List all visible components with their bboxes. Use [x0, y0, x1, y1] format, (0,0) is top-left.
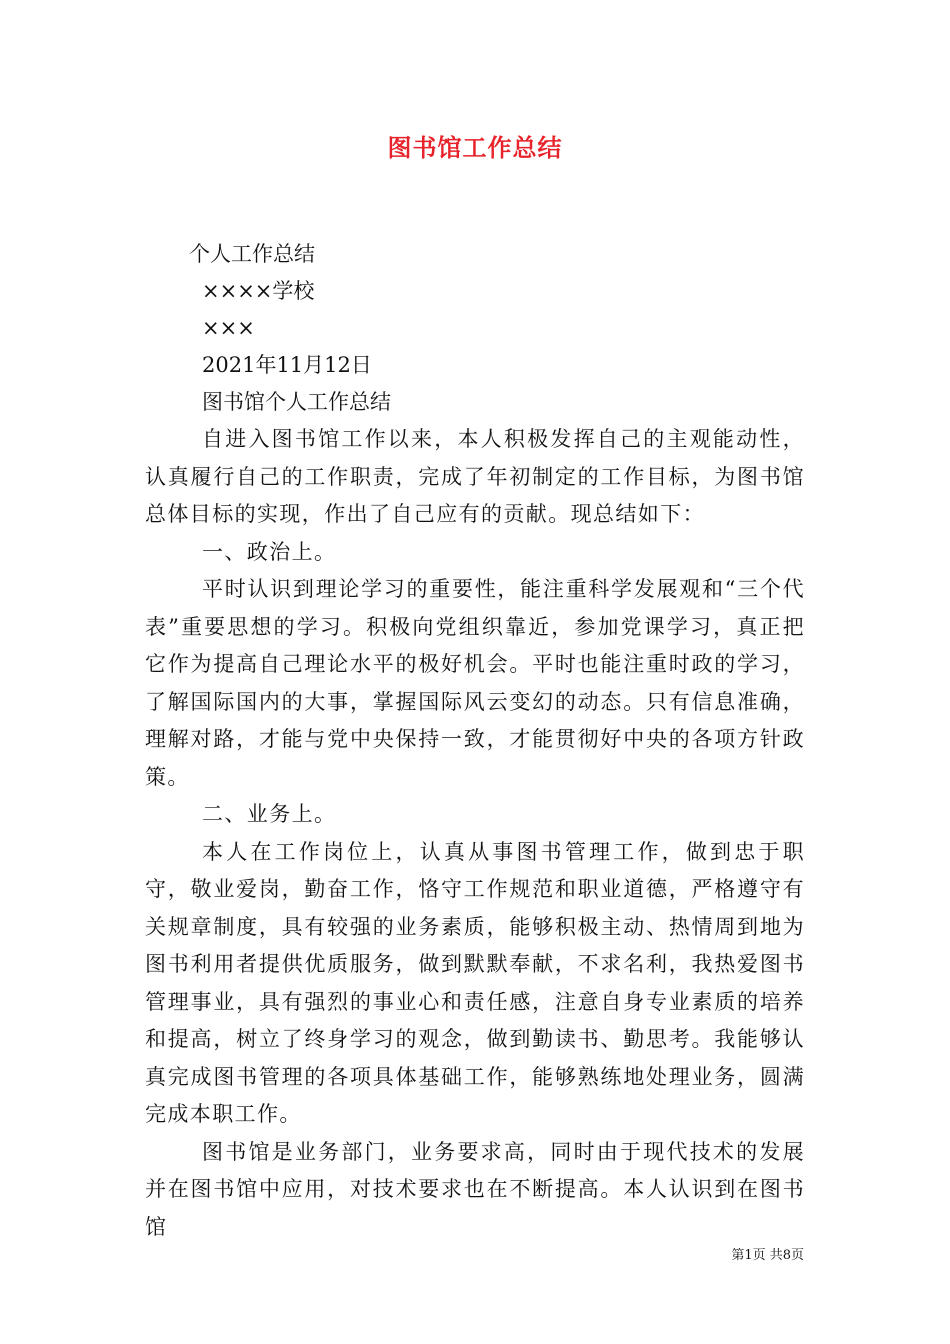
page-number-footer: 第1页 共8页 [731, 1248, 804, 1263]
header-line-summary-type: 个人工作总结 [189, 242, 315, 266]
header-line-author: ××× [202, 316, 255, 340]
section-heading-business: 二、业务上。 [202, 802, 337, 826]
section-heading-politics: 一、政治上。 [202, 539, 337, 564]
document-body [145, 236, 805, 1246]
paragraph-business: 本人在工作岗位上，认真从事图书管理工作，做到忠于职守，敬业爱岗，勤奋工作，恪守工作规范和职业道德，严格遵守有关规章制度，具有较强的业务素质，能够积极主动、热情周到地为图书利用者提供优质服务，做到默默奉献，不求名利，我热爱图书管理事业，具有强烈的事业心和责任感，注意自身专业素质的培养和提高，树立了终身学习的观念，做到勤读书、勤思考。我能够认真完成图书管理的各项具体基础工作，能够熟练地处理业务，圆满完成本职工作。 [145, 839, 805, 1126]
document-title: 图书馆工作总结 [387, 133, 563, 162]
header-line-date: 2021年11月12日 [202, 353, 372, 377]
paragraph-technology: 图书馆是业务部门，业务要求高，同时由于现代技术的发展并在图书馆中应用，对技术要求也在不断提高。本人认识到在图书馆 [145, 1139, 805, 1239]
header-line-subtitle: 图书馆个人工作总结 [202, 390, 391, 414]
paragraph-intro: 自进入图书馆工作以来，本人积极发挥自己的主观能动性，认真履行自己的工作职责，完成了年初制定的工作目标，为图书馆总体目标的实现，作出了自己应有的贡献。现总结如下： [145, 427, 805, 526]
header-line-school: ××××学校 [202, 279, 315, 303]
paragraph-politics: 平时认识到理论学习的重要性，能注重科学发展观和“三个代表”重要思想的学习。积极向党组织靠近，参加党课学习，真正把它作为提高自己理论水平的极好机会。平时也能注重时政的学习，了解国际国内的大事，掌握国际风云变幻的动态。只有信息准确，理解对路，才能与党中央保持一致，才能贯彻好中央的各项方针政策。 [145, 577, 805, 789]
